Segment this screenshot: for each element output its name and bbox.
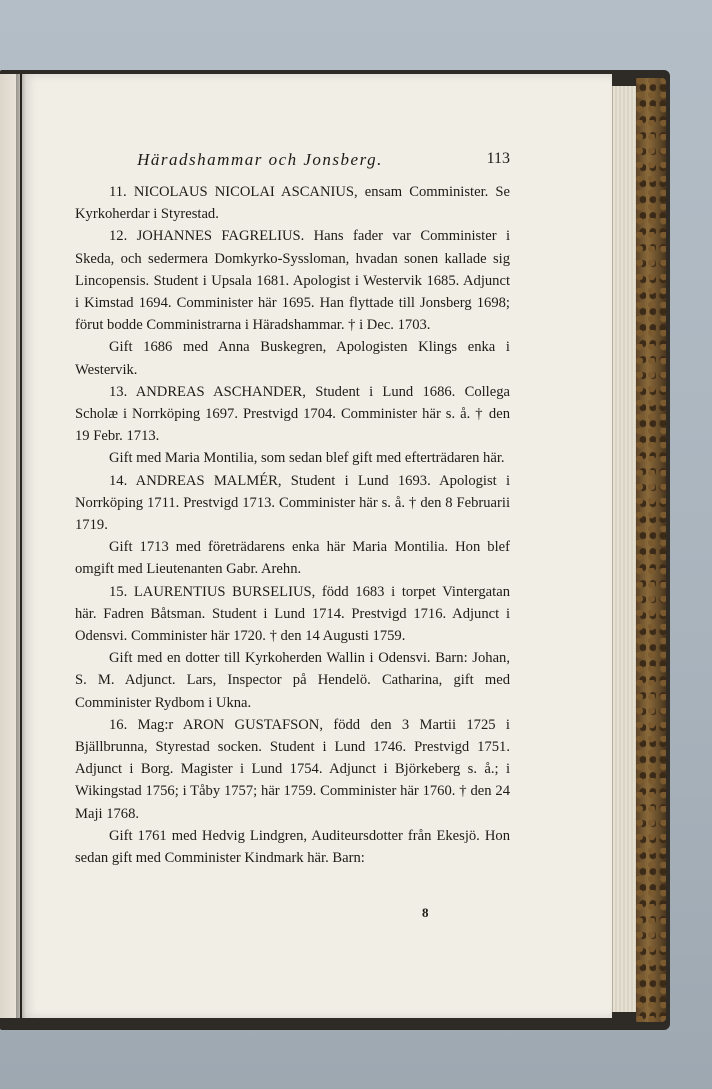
page-number: 113 <box>486 150 510 167</box>
entry-14: 14. ANDREAS MALMÉR, Student i Lund 1693. Apologist i Norrköping 1711. Prestvigd 1713. Comminister här s. å. † den 8 Februarii 1719. <box>75 472 510 534</box>
entry-12: 12. JOHANNES FAGRELIUS. Hans fader var Comminister i Skeda, och sedermera Domkyrko-Syssloman, hvadan sonen kallade sig Lincopensis. Student i Upsala 1681. Apologist i Westervik 1685. Adjunct i Kimstad 1694. Comminister här 1695. Han flyttade till Jonsberg 1698; förut bodde Comministrarna i Häradshammar. † i Dec. 1703. <box>75 228 510 334</box>
entry-16-marriage: Gift 1761 med Hedvig Lindgren, Auditeursdotter från Ekesjö. Hon sedan gift med Comminister Kindmark här. Barn: <box>75 827 510 867</box>
entry-15: 15. LAURENTIUS BURSELIUS, född 1683 i torpet Vintergatan här. Fadren Båtsman. Student i Lund 1714. Prestvigd 1716. Adjunct i Odensvi. Comminister här 1720. † den 14 Augusti 1759. <box>75 583 510 645</box>
entry-13-marriage: Gift med Maria Montilia, som sedan blef gift med efterträdaren här. <box>109 450 505 467</box>
page-header <box>75 150 510 174</box>
signature-mark: 8 <box>422 905 429 920</box>
gutter-shadow <box>16 74 26 1018</box>
entry-13: 13. ANDREAS ASCHANDER, Student i Lund 1686. Collega Scholæ i Norrköping 1697. Prestvigd 1704. Comminister här s. å. † den 19 Febr. 1713. <box>75 383 510 445</box>
entry-11: 11. NICOLAUS NICOLAI ASCANIUS, ensam Comminister. Se Kyrkoherdar i Styrestad. <box>75 184 510 223</box>
body-text <box>75 181 510 869</box>
page-edges <box>612 86 637 1012</box>
entry-14-marriage: Gift 1713 med företrädarens enka här Maria Montilia. Hon blef omgift med Lieutenanten Gabr. Arehn. <box>75 539 510 578</box>
entry-12-marriage: Gift 1686 med Anna Buskegren, Apologisten Klings enka i Westervik. <box>75 339 510 378</box>
entry-15-marriage: Gift med en dotter till Kyrkoherden Wallin i Odensvi. Barn: Johan, S. M. Adjunct. Lars, Inspector på Hendelö. Catharina, gift med Comminister Rydbom i Ukna. <box>75 650 510 711</box>
entry-16: 16. Mag:r ARON GUSTAFSON, född den 3 Martii 1725 i Bjällbrunna, Styrestad socken. Student i Lund 1746. Prestvigd 1751. Adjunct i Borg. Magister i Lund 1754. Adjunct i Björkeberg s. å.; i Wikingstad 1756; i Tåby 1757; här 1759. Comminister här 1760. † den 24 Maji 1768. <box>75 716 510 822</box>
marbled-cover-edge <box>636 78 666 1022</box>
running-title: Häradshammar och Jonsberg. <box>137 150 383 169</box>
